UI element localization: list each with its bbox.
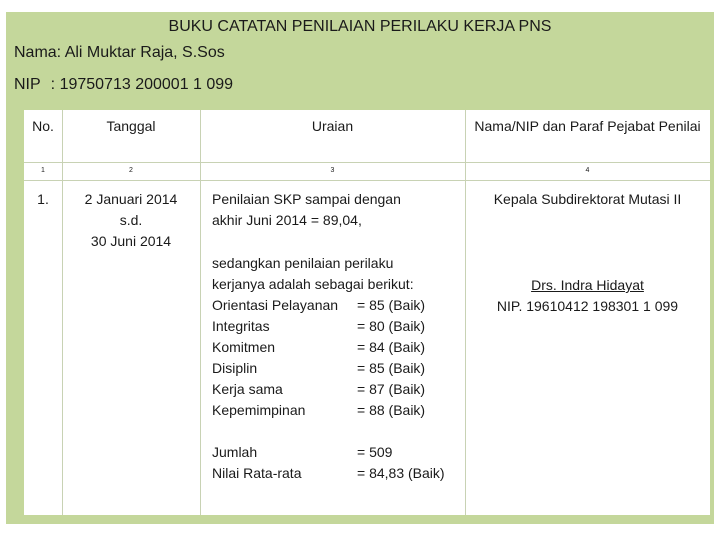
- aspect-row: [212, 400, 462, 421]
- header-pejabat: Nama/NIP dan Paraf Pejabat Penilai: [474, 118, 701, 134]
- index-cell: 2: [129, 167, 133, 174]
- uraian-intro-line: Penilaian SKP sampai dengan: [212, 191, 401, 207]
- aspect-row: [212, 379, 462, 400]
- nip-value: : 19750713 200001 1 099: [50, 76, 234, 93]
- uraian-content: [212, 189, 462, 484]
- date-range: [62, 189, 200, 252]
- average-row: [212, 463, 462, 484]
- aspect-value: = 85 (Baik): [357, 360, 426, 376]
- pejabat-name: Drs. Indra Hidayat: [531, 277, 644, 293]
- index-cell: 4: [585, 167, 590, 174]
- uraian-intro-line: akhir Juni 2014 = 89,04,: [212, 212, 362, 228]
- row-divider: [24, 180, 710, 181]
- header-no: No.: [32, 118, 54, 134]
- aspect-name: Orientasi Pelayanan: [212, 297, 339, 313]
- aspect-value: = 87 (Baik): [357, 381, 426, 397]
- date-separator: s.d.: [119, 212, 143, 228]
- aspect-row: [212, 337, 462, 358]
- uraian-mid-line: sedangkan penilaian perilaku: [212, 255, 394, 271]
- date-end: 30 Juni 2014: [90, 233, 172, 249]
- aspect-name: Disiplin: [212, 360, 258, 376]
- aspect-row: [212, 358, 462, 379]
- document-title: BUKU CATATAN PENILAIAN PERILAKU KERJA PNS: [168, 18, 552, 35]
- total-label: Jumlah: [212, 444, 258, 460]
- header-uraian: Uraian: [311, 118, 354, 134]
- aspect-name: Integritas: [212, 318, 270, 334]
- row-divider: [24, 162, 710, 163]
- date-start: 2 Januari 2014: [84, 191, 178, 207]
- aspect-name: Kepemimpinan: [212, 402, 306, 418]
- aspect-name: Komitmen: [212, 339, 276, 355]
- nip-label: NIP: [14, 76, 41, 93]
- aspect-name: Kerja sama: [212, 381, 283, 397]
- pejabat-position: Kepala Subdirektorat Mutasi II: [493, 191, 682, 207]
- aspect-value: = 85 (Baik): [357, 297, 426, 313]
- pejabat-nip: NIP. 19610412 198301 1 099: [496, 298, 679, 314]
- assessment-table: [24, 110, 710, 515]
- index-cell: 3: [330, 167, 335, 174]
- document-slide: [6, 12, 714, 524]
- uraian-mid-line: kerjanya adalah sebagai berikut:: [212, 276, 414, 292]
- aspect-value: = 80 (Baik): [357, 318, 426, 334]
- index-cell: 1: [41, 167, 45, 174]
- aspect-value: = 84 (Baik): [357, 339, 426, 355]
- aspect-row: [212, 316, 462, 337]
- total-value: = 509: [357, 444, 393, 460]
- employee-nip: [14, 74, 233, 96]
- header-tanggal: Tanggal: [106, 118, 156, 134]
- average-value: = 84,83 (Baik): [357, 465, 445, 481]
- employee-name: Nama: Ali Muktar Raja, S.Sos: [14, 44, 225, 61]
- row-number: 1.: [37, 191, 49, 207]
- average-label: Nilai Rata-rata: [212, 465, 302, 481]
- aspect-row: [212, 295, 462, 316]
- aspect-value: = 88 (Baik): [357, 402, 426, 418]
- total-row: [212, 442, 462, 463]
